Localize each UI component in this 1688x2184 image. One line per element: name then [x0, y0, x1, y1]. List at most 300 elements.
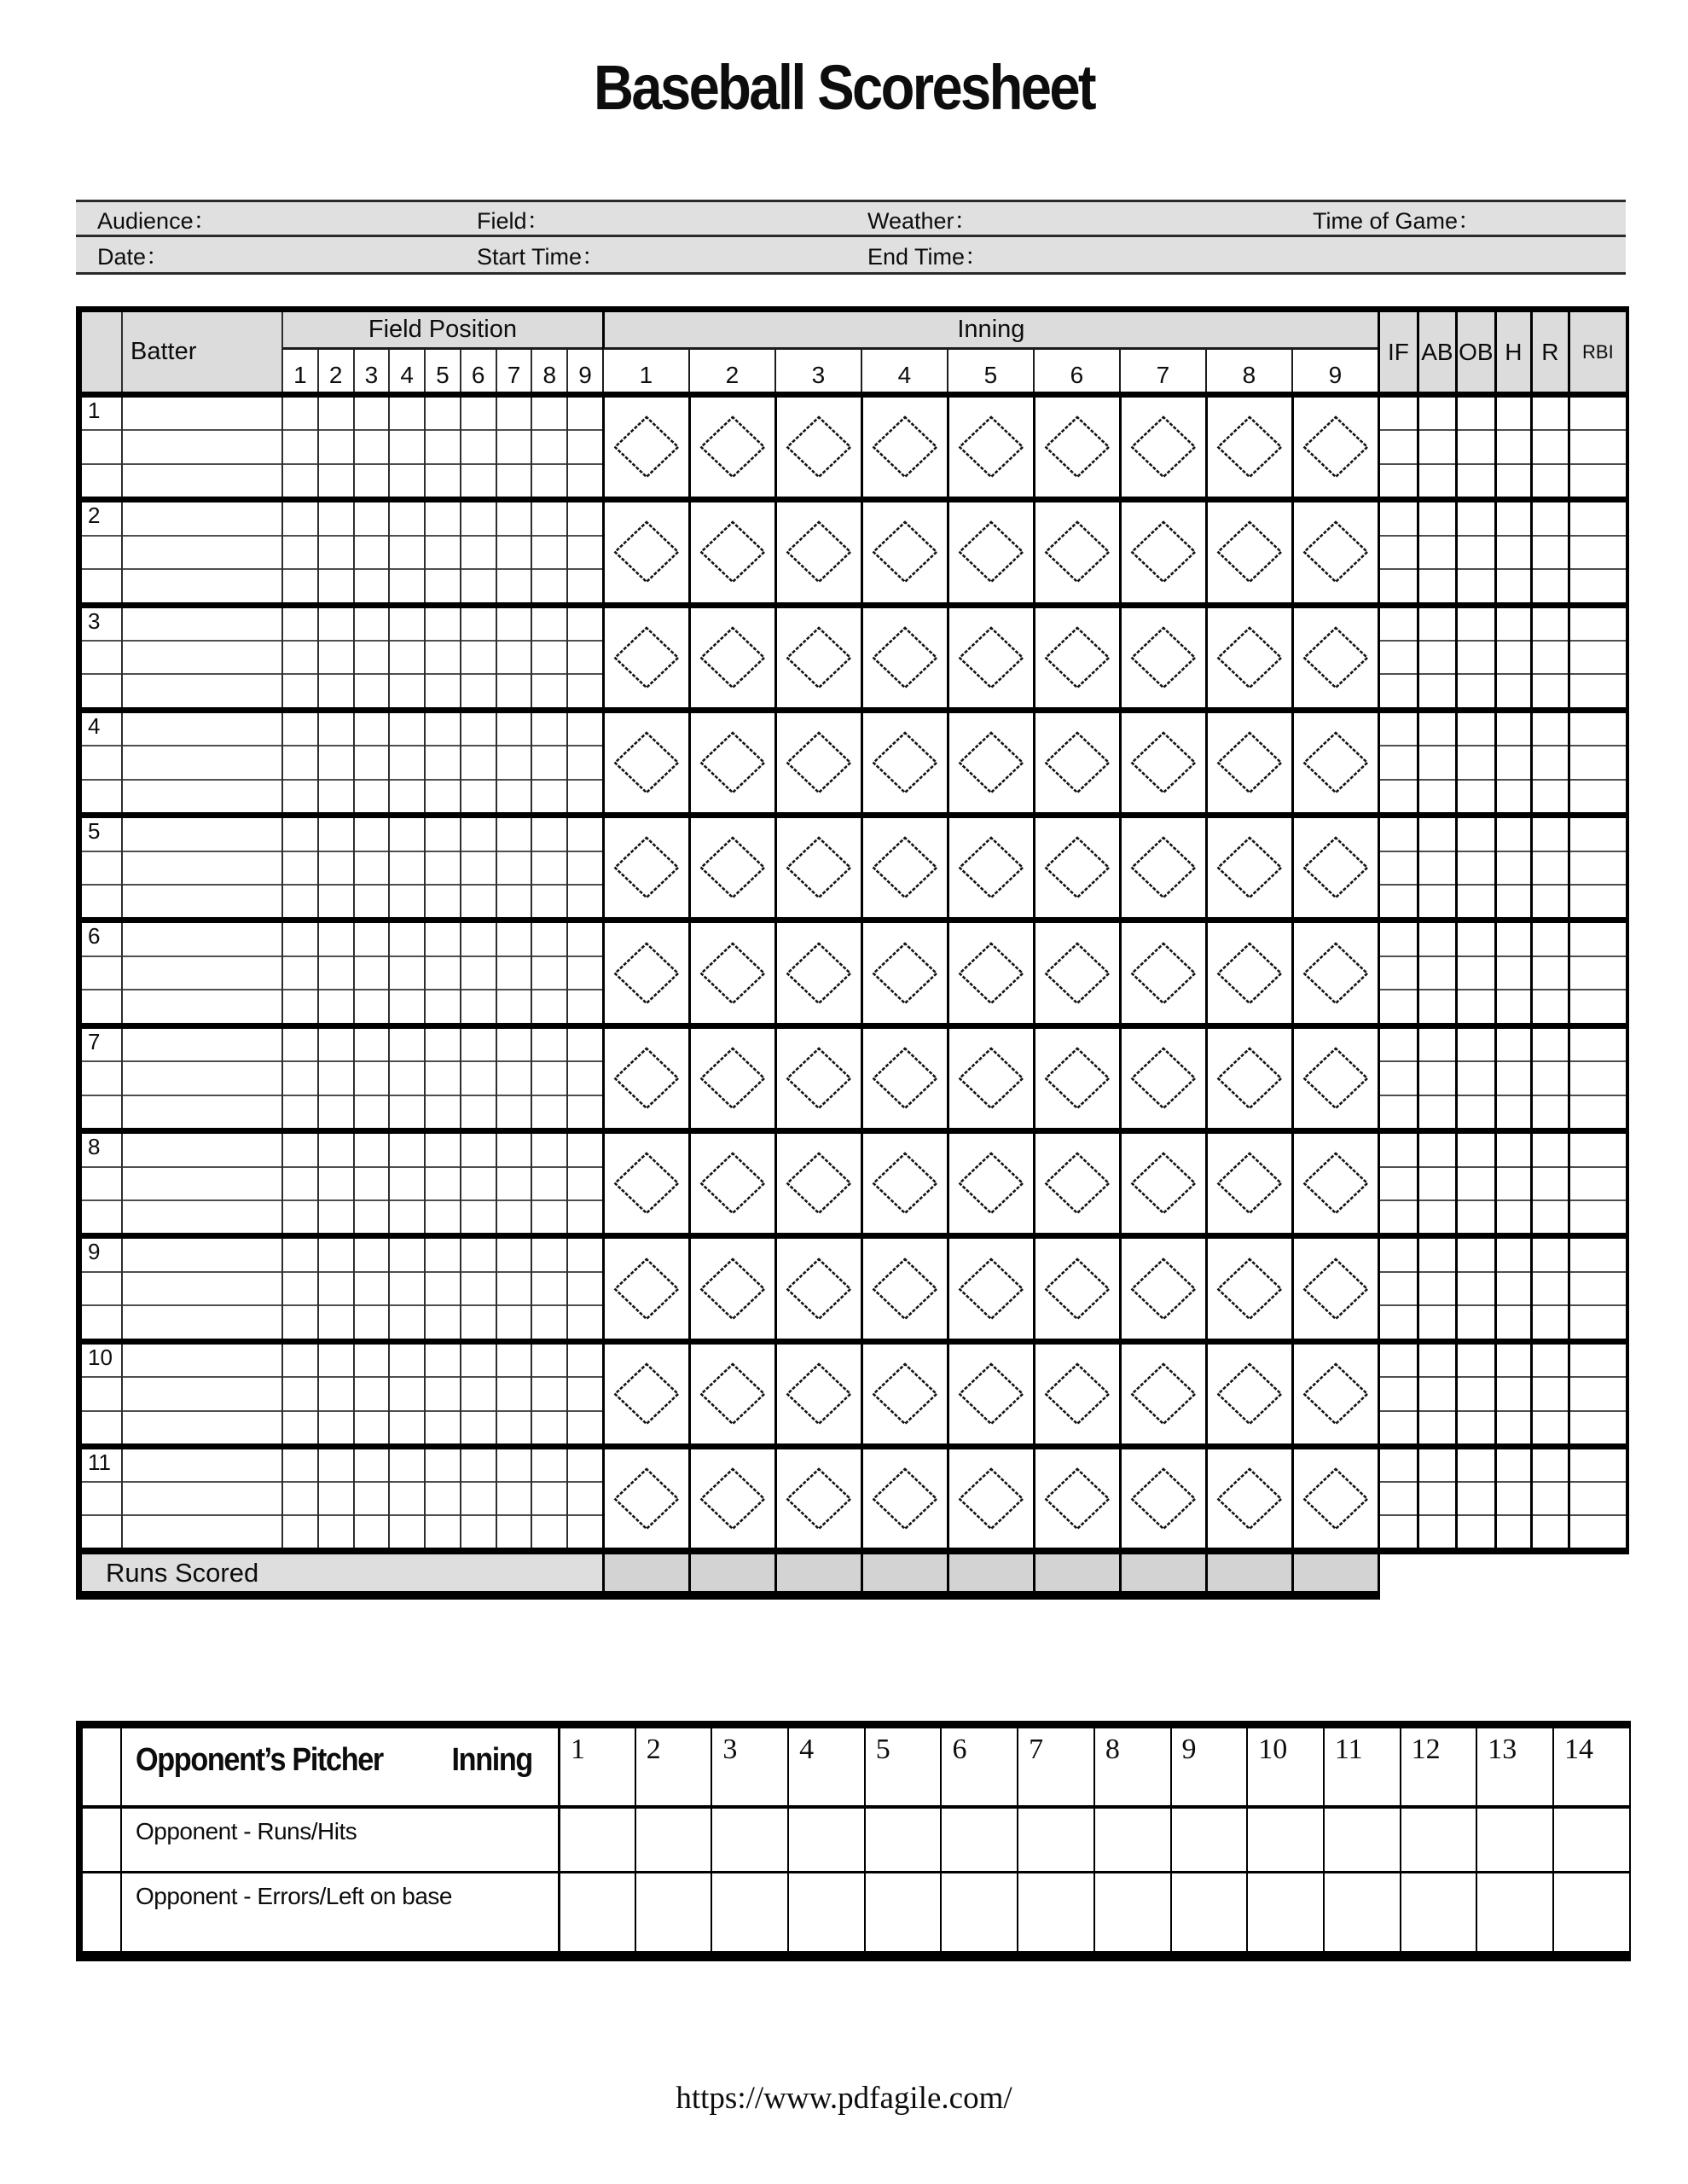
stat-cell[interactable] — [1533, 713, 1568, 746]
field-position-cell[interactable] — [568, 431, 602, 464]
field-position-cell[interactable] — [461, 1306, 496, 1338]
field-position-cell[interactable] — [497, 1516, 531, 1548]
field-position-cell[interactable] — [283, 818, 317, 851]
field-position-cell[interactable] — [426, 608, 460, 642]
field-position-cell[interactable] — [355, 398, 389, 431]
stat-cell[interactable] — [1570, 1306, 1626, 1338]
stat-cell[interactable] — [1458, 1306, 1494, 1338]
stat-cell[interactable] — [1419, 1449, 1455, 1483]
field-position-cell[interactable] — [390, 1516, 424, 1548]
batter-name-cell[interactable] — [123, 570, 281, 601]
field-position-cell[interactable] — [568, 990, 602, 1022]
batter-name-cell[interactable] — [123, 642, 281, 675]
stat-cell[interactable] — [1497, 1096, 1530, 1128]
stat-cell[interactable] — [1458, 1273, 1494, 1306]
field-position-cell[interactable] — [319, 608, 353, 642]
runs-scored-cell[interactable] — [861, 1554, 947, 1591]
field-position-cell[interactable] — [461, 608, 496, 642]
runs-scored-cell[interactable] — [1205, 1554, 1291, 1591]
field-position-cell[interactable] — [283, 1029, 317, 1062]
stat-cell[interactable] — [1419, 957, 1455, 990]
opponent-inning-cell[interactable] — [635, 1809, 711, 1871]
stat-cell[interactable] — [1570, 642, 1626, 675]
field-position-cell[interactable] — [461, 502, 496, 536]
inning-scoring-cell[interactable] — [1291, 1449, 1378, 1548]
field-position-cell[interactable] — [283, 537, 317, 570]
field-position-cell[interactable] — [283, 923, 317, 956]
stat-cell[interactable] — [1570, 1412, 1626, 1443]
field-position-cell[interactable] — [568, 675, 602, 706]
field-position-cell[interactable] — [426, 1168, 460, 1201]
info-field-value[interactable] — [605, 242, 767, 268]
stat-cell[interactable] — [1458, 642, 1494, 675]
stat-cell[interactable] — [1458, 431, 1494, 464]
field-position-cell[interactable] — [355, 1306, 389, 1338]
batter-name-cell[interactable] — [123, 1449, 281, 1483]
stat-cell[interactable] — [1533, 1062, 1568, 1095]
field-position-cell[interactable] — [426, 818, 460, 851]
field-position-cell[interactable] — [532, 1239, 566, 1272]
stat-cell[interactable] — [1419, 537, 1455, 570]
opponent-inning-cell[interactable] — [1170, 1873, 1247, 1951]
stat-cell[interactable] — [1570, 465, 1626, 497]
stat-cell[interactable] — [1570, 1134, 1626, 1167]
field-position-cell[interactable] — [390, 1029, 424, 1062]
stat-cell[interactable] — [1380, 923, 1417, 956]
field-position-cell[interactable] — [532, 781, 566, 812]
stat-cell[interactable] — [1533, 957, 1568, 990]
field-position-cell[interactable] — [390, 1483, 424, 1516]
stat-cell[interactable] — [1458, 713, 1494, 746]
stat-cell[interactable] — [1533, 608, 1568, 642]
field-position-cell[interactable] — [532, 1378, 566, 1411]
batter-name-cell[interactable] — [123, 990, 281, 1022]
field-position-cell[interactable] — [461, 1201, 496, 1233]
field-position-cell[interactable] — [532, 1306, 566, 1338]
stat-cell[interactable] — [1497, 1378, 1530, 1411]
stat-cell[interactable] — [1533, 990, 1568, 1022]
field-position-cell[interactable] — [426, 713, 460, 746]
field-position-cell[interactable] — [390, 431, 424, 464]
opponent-inning-cell[interactable] — [864, 1873, 941, 1951]
field-position-cell[interactable] — [568, 570, 602, 601]
field-position-cell[interactable] — [319, 886, 353, 917]
field-position-cell[interactable] — [568, 1306, 602, 1338]
field-position-cell[interactable] — [355, 1239, 389, 1272]
field-position-cell[interactable] — [355, 1516, 389, 1548]
inning-scoring-cell[interactable] — [1205, 608, 1291, 707]
field-position-cell[interactable] — [497, 957, 531, 990]
opponent-inning-cell[interactable] — [558, 1873, 635, 1951]
field-position-cell[interactable] — [497, 1449, 531, 1483]
stat-cell[interactable] — [1497, 502, 1530, 536]
field-position-cell[interactable] — [532, 570, 566, 601]
stat-cell[interactable] — [1419, 886, 1455, 917]
stat-cell[interactable] — [1533, 746, 1568, 780]
stat-cell[interactable] — [1419, 1345, 1455, 1378]
stat-cell[interactable] — [1458, 886, 1494, 917]
stat-cell[interactable] — [1570, 818, 1626, 851]
field-position-cell[interactable] — [355, 465, 389, 497]
stat-cell[interactable] — [1497, 923, 1530, 956]
stat-cell[interactable] — [1419, 1378, 1455, 1411]
stat-cell[interactable] — [1533, 1345, 1568, 1378]
inning-scoring-cell[interactable] — [774, 818, 861, 917]
inning-scoring-cell[interactable] — [947, 1134, 1033, 1233]
field-position-cell[interactable] — [461, 1062, 496, 1095]
batter-name-cell[interactable] — [123, 1306, 281, 1338]
field-position-cell[interactable] — [283, 1273, 317, 1306]
field-position-cell[interactable] — [355, 675, 389, 706]
batter-name-cell[interactable] — [123, 746, 281, 780]
field-position-cell[interactable] — [319, 713, 353, 746]
stat-cell[interactable] — [1570, 746, 1626, 780]
stat-cell[interactable] — [1570, 781, 1626, 812]
inning-scoring-cell[interactable] — [688, 713, 774, 812]
stat-cell[interactable] — [1380, 1449, 1417, 1483]
field-position-cell[interactable] — [355, 923, 389, 956]
inning-scoring-cell[interactable] — [1205, 502, 1291, 601]
field-position-cell[interactable] — [426, 1029, 460, 1062]
stat-cell[interactable] — [1419, 1201, 1455, 1233]
field-position-cell[interactable] — [497, 923, 531, 956]
inning-scoring-cell[interactable] — [947, 1449, 1033, 1548]
stat-cell[interactable] — [1380, 1239, 1417, 1272]
field-position-cell[interactable] — [532, 1096, 566, 1128]
runs-scored-cell[interactable] — [688, 1554, 774, 1591]
inning-scoring-cell[interactable] — [1291, 818, 1378, 917]
field-position-cell[interactable] — [568, 818, 602, 851]
stat-cell[interactable] — [1380, 746, 1417, 780]
stat-cell[interactable] — [1458, 1239, 1494, 1272]
field-position-cell[interactable] — [355, 746, 389, 780]
opponent-inning-cell[interactable] — [864, 1809, 941, 1871]
inning-scoring-cell[interactable] — [1119, 1029, 1205, 1128]
field-position-cell[interactable] — [283, 1412, 317, 1443]
stat-cell[interactable] — [1533, 886, 1568, 917]
inning-scoring-cell[interactable] — [1033, 713, 1119, 812]
stat-cell[interactable] — [1497, 1449, 1530, 1483]
stat-cell[interactable] — [1380, 713, 1417, 746]
inning-scoring-cell[interactable] — [688, 398, 774, 497]
field-position-cell[interactable] — [390, 1345, 424, 1378]
field-position-cell[interactable] — [283, 675, 317, 706]
stat-cell[interactable] — [1497, 818, 1530, 851]
stat-cell[interactable] — [1533, 570, 1568, 601]
field-position-cell[interactable] — [532, 957, 566, 990]
inning-scoring-cell[interactable] — [947, 1029, 1033, 1128]
inning-scoring-cell[interactable] — [602, 818, 688, 917]
inning-scoring-cell[interactable] — [688, 1239, 774, 1338]
inning-scoring-cell[interactable] — [602, 502, 688, 601]
field-position-cell[interactable] — [355, 642, 389, 675]
inning-scoring-cell[interactable] — [774, 1449, 861, 1548]
stat-cell[interactable] — [1570, 570, 1626, 601]
stat-cell[interactable] — [1458, 852, 1494, 886]
field-position-cell[interactable] — [497, 1483, 531, 1516]
field-position-cell[interactable] — [426, 675, 460, 706]
stat-cell[interactable] — [1533, 1306, 1568, 1338]
field-position-cell[interactable] — [497, 1239, 531, 1272]
field-position-cell[interactable] — [426, 431, 460, 464]
field-position-cell[interactable] — [426, 502, 460, 536]
field-position-cell[interactable] — [497, 1029, 531, 1062]
field-position-cell[interactable] — [390, 642, 424, 675]
stat-cell[interactable] — [1533, 852, 1568, 886]
field-position-cell[interactable] — [283, 1096, 317, 1128]
stat-cell[interactable] — [1380, 1062, 1417, 1095]
field-position-cell[interactable] — [426, 1306, 460, 1338]
stat-cell[interactable] — [1458, 537, 1494, 570]
field-position-cell[interactable] — [390, 570, 424, 601]
field-position-cell[interactable] — [497, 1201, 531, 1233]
inning-scoring-cell[interactable] — [688, 1134, 774, 1233]
field-position-cell[interactable] — [355, 502, 389, 536]
batter-name-cell[interactable] — [123, 818, 281, 851]
stat-cell[interactable] — [1497, 608, 1530, 642]
stat-cell[interactable] — [1419, 465, 1455, 497]
inning-scoring-cell[interactable] — [861, 1029, 947, 1128]
field-position-cell[interactable] — [355, 1134, 389, 1167]
info-field-value[interactable] — [977, 206, 1140, 231]
field-position-cell[interactable] — [319, 1378, 353, 1411]
stat-cell[interactable] — [1380, 1378, 1417, 1411]
inning-scoring-cell[interactable] — [774, 713, 861, 812]
field-position-cell[interactable] — [319, 1273, 353, 1306]
field-position-cell[interactable] — [461, 1516, 496, 1548]
runs-scored-cell[interactable] — [1033, 1554, 1119, 1591]
field-position-cell[interactable] — [283, 852, 317, 886]
inning-scoring-cell[interactable] — [1291, 608, 1378, 707]
inning-scoring-cell[interactable] — [1119, 1239, 1205, 1338]
stat-cell[interactable] — [1419, 1483, 1455, 1516]
field-position-cell[interactable] — [355, 1029, 389, 1062]
field-position-cell[interactable] — [461, 675, 496, 706]
stat-cell[interactable] — [1458, 1029, 1494, 1062]
stat-cell[interactable] — [1533, 1273, 1568, 1306]
field-position-cell[interactable] — [568, 746, 602, 780]
stat-cell[interactable] — [1380, 1483, 1417, 1516]
stat-cell[interactable] — [1380, 431, 1417, 464]
field-position-cell[interactable] — [319, 642, 353, 675]
inning-scoring-cell[interactable] — [688, 1449, 774, 1548]
field-position-cell[interactable] — [461, 990, 496, 1022]
stat-cell[interactable] — [1570, 431, 1626, 464]
stat-cell[interactable] — [1380, 1029, 1417, 1062]
field-position-cell[interactable] — [319, 990, 353, 1022]
field-position-cell[interactable] — [390, 923, 424, 956]
field-position-cell[interactable] — [497, 570, 531, 601]
inning-scoring-cell[interactable] — [1119, 1449, 1205, 1548]
opponent-inning-cell[interactable] — [1017, 1873, 1093, 1951]
field-position-cell[interactable] — [355, 1483, 389, 1516]
field-position-cell[interactable] — [283, 1062, 317, 1095]
inning-scoring-cell[interactable] — [1291, 1345, 1378, 1443]
field-position-cell[interactable] — [319, 1449, 353, 1483]
field-position-cell[interactable] — [355, 1378, 389, 1411]
inning-scoring-cell[interactable] — [1033, 923, 1119, 1022]
inning-scoring-cell[interactable] — [861, 1239, 947, 1338]
stat-cell[interactable] — [1497, 1168, 1530, 1201]
field-position-cell[interactable] — [319, 431, 353, 464]
field-position-cell[interactable] — [390, 746, 424, 780]
opponent-inning-cell[interactable] — [1400, 1809, 1476, 1871]
inning-scoring-cell[interactable] — [688, 818, 774, 917]
stat-cell[interactable] — [1570, 957, 1626, 990]
field-position-cell[interactable] — [461, 431, 496, 464]
field-position-cell[interactable] — [497, 431, 531, 464]
field-position-cell[interactable] — [568, 713, 602, 746]
field-position-cell[interactable] — [497, 886, 531, 917]
field-position-cell[interactable] — [426, 1062, 460, 1095]
stat-cell[interactable] — [1533, 1483, 1568, 1516]
opponent-inning-cell[interactable] — [1170, 1809, 1247, 1871]
inning-scoring-cell[interactable] — [602, 923, 688, 1022]
field-position-cell[interactable] — [426, 1134, 460, 1167]
stat-cell[interactable] — [1533, 781, 1568, 812]
stat-cell[interactable] — [1458, 1096, 1494, 1128]
field-position-cell[interactable] — [283, 1345, 317, 1378]
field-position-cell[interactable] — [461, 570, 496, 601]
stat-cell[interactable] — [1497, 1483, 1530, 1516]
inning-scoring-cell[interactable] — [1205, 1134, 1291, 1233]
field-position-cell[interactable] — [390, 1134, 424, 1167]
field-position-cell[interactable] — [497, 1273, 531, 1306]
field-position-cell[interactable] — [319, 923, 353, 956]
stat-cell[interactable] — [1380, 608, 1417, 642]
inning-scoring-cell[interactable] — [947, 1239, 1033, 1338]
inning-scoring-cell[interactable] — [947, 818, 1033, 917]
opponent-inning-cell[interactable] — [940, 1873, 1017, 1951]
inning-scoring-cell[interactable] — [1119, 713, 1205, 812]
opponent-inning-cell[interactable] — [1400, 1873, 1476, 1951]
field-position-cell[interactable] — [355, 1345, 389, 1378]
field-position-cell[interactable] — [319, 1516, 353, 1548]
field-position-cell[interactable] — [532, 398, 566, 431]
stat-cell[interactable] — [1380, 465, 1417, 497]
field-position-cell[interactable] — [532, 1273, 566, 1306]
opponent-inning-cell[interactable] — [940, 1809, 1017, 1871]
field-position-cell[interactable] — [568, 1096, 602, 1128]
inning-scoring-cell[interactable] — [1205, 713, 1291, 812]
field-position-cell[interactable] — [532, 1062, 566, 1095]
field-position-cell[interactable] — [461, 465, 496, 497]
inning-scoring-cell[interactable] — [602, 398, 688, 497]
stat-cell[interactable] — [1458, 746, 1494, 780]
field-position-cell[interactable] — [532, 1201, 566, 1233]
field-position-cell[interactable] — [497, 502, 531, 536]
stat-cell[interactable] — [1570, 1029, 1626, 1062]
stat-cell[interactable] — [1570, 1345, 1626, 1378]
stat-cell[interactable] — [1497, 675, 1530, 706]
field-position-cell[interactable] — [461, 713, 496, 746]
stat-cell[interactable] — [1497, 570, 1530, 601]
batter-name-cell[interactable] — [123, 465, 281, 497]
inning-scoring-cell[interactable] — [1119, 1345, 1205, 1443]
stat-cell[interactable] — [1419, 713, 1455, 746]
stat-cell[interactable] — [1380, 1306, 1417, 1338]
field-position-cell[interactable] — [390, 537, 424, 570]
field-position-cell[interactable] — [319, 852, 353, 886]
field-position-cell[interactable] — [461, 537, 496, 570]
stat-cell[interactable] — [1533, 1168, 1568, 1201]
inning-scoring-cell[interactable] — [1119, 923, 1205, 1022]
inning-scoring-cell[interactable] — [947, 1345, 1033, 1443]
field-position-cell[interactable] — [497, 1412, 531, 1443]
batter-name-cell[interactable] — [123, 1345, 281, 1378]
opponent-inning-cell[interactable] — [1093, 1809, 1170, 1871]
field-position-cell[interactable] — [426, 886, 460, 917]
field-position-cell[interactable] — [568, 1412, 602, 1443]
stat-cell[interactable] — [1497, 642, 1530, 675]
field-position-cell[interactable] — [283, 398, 317, 431]
stat-cell[interactable] — [1419, 1096, 1455, 1128]
field-position-cell[interactable] — [532, 537, 566, 570]
stat-cell[interactable] — [1497, 990, 1530, 1022]
stat-cell[interactable] — [1570, 923, 1626, 956]
inning-scoring-cell[interactable] — [1033, 1134, 1119, 1233]
stat-cell[interactable] — [1497, 465, 1530, 497]
stat-cell[interactable] — [1533, 465, 1568, 497]
field-position-cell[interactable] — [319, 1168, 353, 1201]
field-position-cell[interactable] — [532, 1412, 566, 1443]
field-position-cell[interactable] — [426, 1096, 460, 1128]
field-position-cell[interactable] — [355, 1412, 389, 1443]
field-position-cell[interactable] — [568, 1345, 602, 1378]
field-position-cell[interactable] — [426, 537, 460, 570]
inning-scoring-cell[interactable] — [602, 1345, 688, 1443]
field-position-cell[interactable] — [283, 1134, 317, 1167]
field-position-cell[interactable] — [319, 818, 353, 851]
field-position-cell[interactable] — [497, 465, 531, 497]
field-position-cell[interactable] — [497, 990, 531, 1022]
field-position-cell[interactable] — [532, 923, 566, 956]
field-position-cell[interactable] — [426, 990, 460, 1022]
stat-cell[interactable] — [1458, 818, 1494, 851]
field-position-cell[interactable] — [461, 1134, 496, 1167]
field-position-cell[interactable] — [568, 1516, 602, 1548]
field-position-cell[interactable] — [319, 675, 353, 706]
stat-cell[interactable] — [1380, 570, 1417, 601]
field-position-cell[interactable] — [355, 1062, 389, 1095]
runs-scored-cell[interactable] — [1119, 1554, 1205, 1591]
stat-cell[interactable] — [1533, 1516, 1568, 1548]
stat-cell[interactable] — [1570, 398, 1626, 431]
inning-scoring-cell[interactable] — [947, 713, 1033, 812]
stat-cell[interactable] — [1497, 1134, 1530, 1167]
field-position-cell[interactable] — [319, 1096, 353, 1128]
stat-cell[interactable] — [1570, 1062, 1626, 1095]
batter-name-cell[interactable] — [123, 852, 281, 886]
field-position-cell[interactable] — [283, 1483, 317, 1516]
inning-scoring-cell[interactable] — [1119, 502, 1205, 601]
field-position-cell[interactable] — [532, 502, 566, 536]
opponent-inning-cell[interactable] — [711, 1873, 787, 1951]
field-position-cell[interactable] — [390, 852, 424, 886]
inning-scoring-cell[interactable] — [602, 1029, 688, 1128]
batter-name-cell[interactable] — [123, 1134, 281, 1167]
opponent-inning-cell[interactable] — [1323, 1873, 1400, 1951]
field-position-cell[interactable] — [497, 675, 531, 706]
field-position-cell[interactable] — [426, 642, 460, 675]
opponent-inning-cell[interactable] — [1476, 1809, 1552, 1871]
field-position-cell[interactable] — [426, 1449, 460, 1483]
field-position-cell[interactable] — [568, 886, 602, 917]
inning-scoring-cell[interactable] — [774, 398, 861, 497]
stat-cell[interactable] — [1380, 886, 1417, 917]
field-position-cell[interactable] — [390, 608, 424, 642]
stat-cell[interactable] — [1419, 675, 1455, 706]
